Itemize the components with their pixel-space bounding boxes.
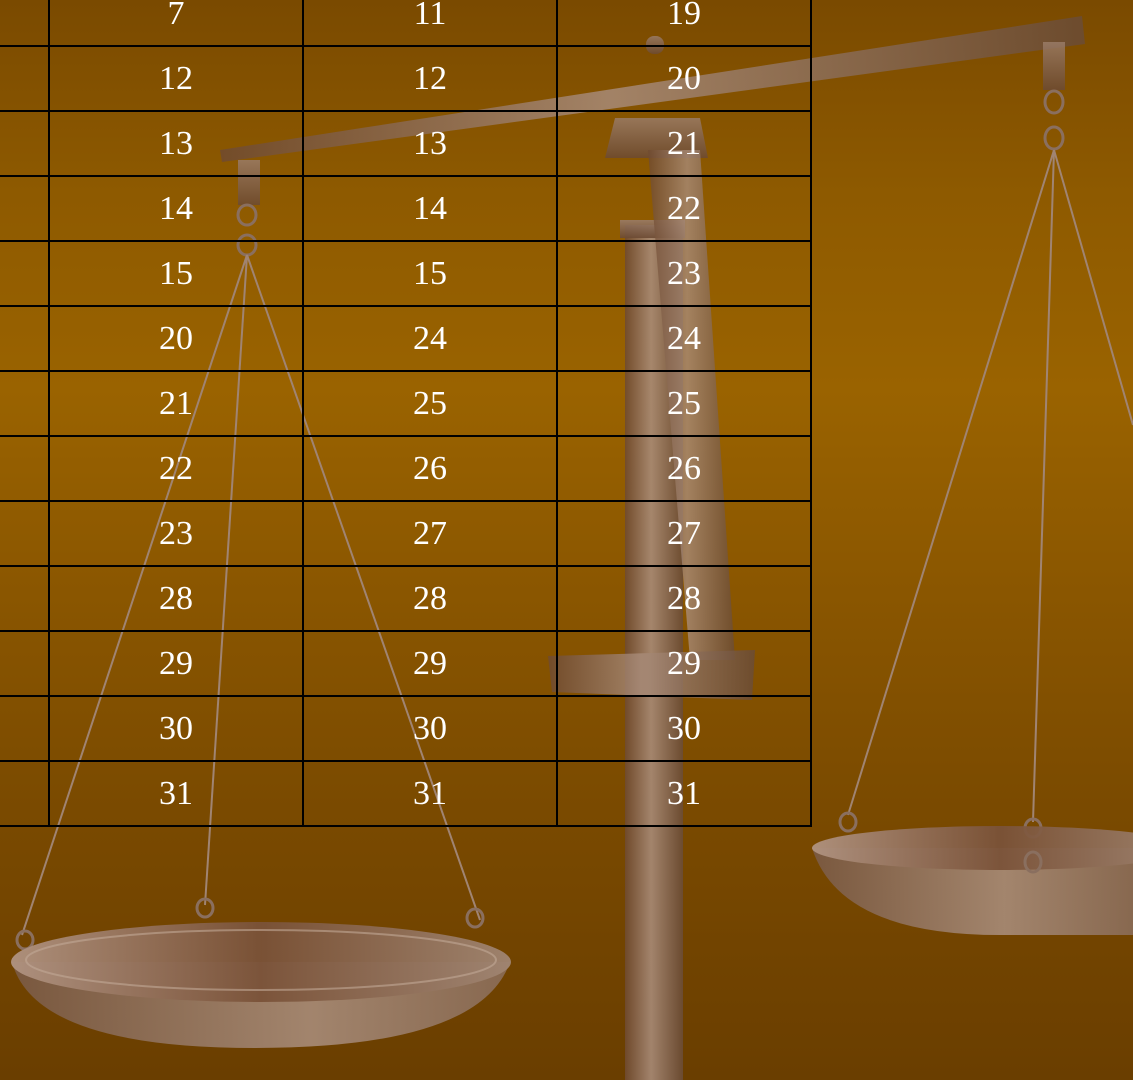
table-cell: 31 <box>49 761 303 826</box>
table-cell: 24 <box>303 306 557 371</box>
table-cell: 23 <box>557 241 811 306</box>
table-cell: 29 <box>303 631 557 696</box>
table-cell: 15 <box>49 241 303 306</box>
table-cell: 7 <box>49 0 303 46</box>
table-cell <box>0 371 49 436</box>
table-cell <box>0 696 49 761</box>
table-cell: 30 <box>49 696 303 761</box>
table-cell: 14 <box>303 176 557 241</box>
table-cell: 19 <box>557 0 811 46</box>
table-cell: 26 <box>557 436 811 501</box>
table-cell: 29 <box>49 631 303 696</box>
table-cell <box>0 501 49 566</box>
table-cell: 27 <box>303 501 557 566</box>
table-cell: 12 <box>49 46 303 111</box>
table-cell: 30 <box>303 696 557 761</box>
table-cell <box>0 566 49 631</box>
table-cell: 31 <box>303 761 557 826</box>
table-cell: 22 <box>557 176 811 241</box>
table-row <box>0 241 811 306</box>
table-row <box>0 501 811 566</box>
table-cell: 21 <box>49 371 303 436</box>
table-cell: 21 <box>557 111 811 176</box>
table-cell <box>0 176 49 241</box>
table-cell: 24 <box>557 306 811 371</box>
table-row <box>0 566 811 631</box>
table-row <box>0 176 811 241</box>
table-cell: 20 <box>557 46 811 111</box>
table-cell: 11 <box>303 0 557 46</box>
table-cell <box>0 46 49 111</box>
table-row <box>0 631 811 696</box>
table-cell <box>0 436 49 501</box>
table-row <box>0 111 811 176</box>
table-row <box>0 371 811 436</box>
table-cell: 28 <box>49 566 303 631</box>
table-cell <box>0 761 49 826</box>
table-cell: 28 <box>303 566 557 631</box>
table-row <box>0 696 811 761</box>
table-cell <box>0 241 49 306</box>
table-row <box>0 761 811 826</box>
table-cell: 13 <box>49 111 303 176</box>
table-row <box>0 436 811 501</box>
table-cell: 22 <box>49 436 303 501</box>
table-row <box>0 46 811 111</box>
table-cell <box>0 631 49 696</box>
table-cell: 15 <box>303 241 557 306</box>
table-cell: 28 <box>557 566 811 631</box>
table-cell: 23 <box>49 501 303 566</box>
table-cell <box>0 111 49 176</box>
table-cell: 31 <box>557 761 811 826</box>
table-cell <box>0 0 49 46</box>
table-cell: 12 <box>303 46 557 111</box>
table-cell: 20 <box>49 306 303 371</box>
table-cell: 30 <box>557 696 811 761</box>
table-cell: 25 <box>303 371 557 436</box>
table-cell: 14 <box>49 176 303 241</box>
table-cell: 27 <box>557 501 811 566</box>
table-cell: 25 <box>557 371 811 436</box>
table-cell: 29 <box>557 631 811 696</box>
table-cell <box>0 306 49 371</box>
table-cell: 13 <box>303 111 557 176</box>
table-cell: 26 <box>303 436 557 501</box>
table-row <box>0 306 811 371</box>
table-row <box>0 0 811 46</box>
